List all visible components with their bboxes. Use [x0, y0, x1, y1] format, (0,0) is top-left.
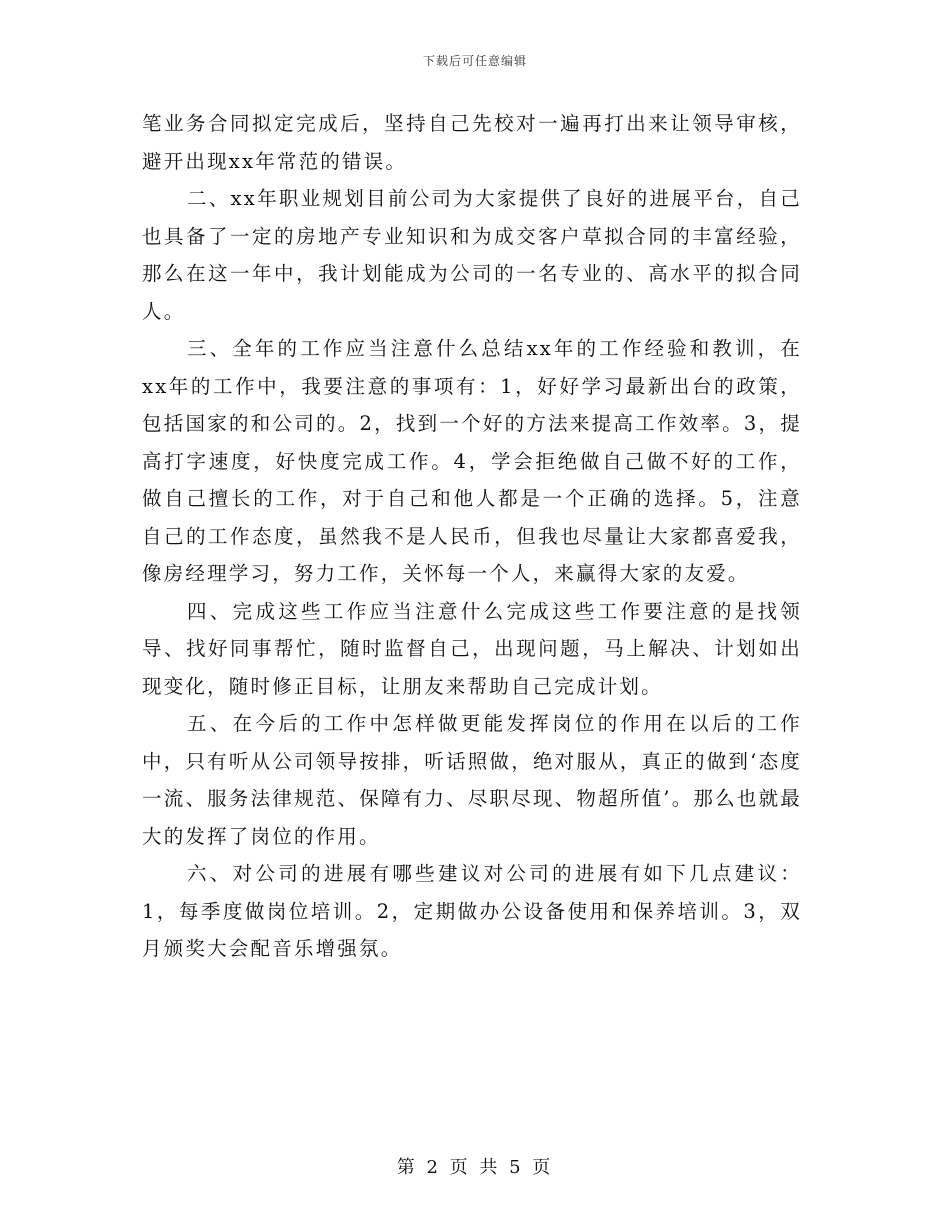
paragraph-completion-notes: 四、完成这些工作应当注意什么完成这些工作要注意的是找领导、找好同事帮忙，随时监督自己，出现问题，马上解决、计划如出现变化，随时修正目标，让朋友来帮助自己完成计划。: [142, 599, 802, 698]
paragraph-role-effect: 五、在今后的工作中怎样做更能发挥岗位的作用在以后的工作中，只有听从公司领导按排，听话照做，绝对服从，真正的做到‘态度一流、服务法律规范、保障有力、尽职尽现、物超所值’。那么也就最大的发挥了岗位的作用。: [142, 712, 802, 848]
page-number: 第 2 页 共 5 页: [396, 1157, 554, 1178]
paragraph-continuation: 笔业务合同拟定完成后，坚持自己先校对一遍再打出来让领导审核，避开出现xx年常范的错误。: [142, 112, 802, 173]
paragraph-suggestions: 六、对公司的进展有哪些建议对公司的进展有如下几点建议：1，每季度做岗位培训。2，定期做办公设备使用和保养培训。3，双月颁奖大会配音乐增强氛。: [142, 862, 802, 960]
paragraph-career-plan: 二、xx年职业规划目前公司为大家提供了良好的进展平台，自己也具备了一定的房地产专业知识和为成交客户草拟合同的丰富经验，那么在这一年中，我计划能成为公司的一名专业的、高水平的拟合同人。: [142, 187, 802, 323]
document-body: [142, 105, 802, 968]
paragraph-yearly-notes: 三、全年的工作应当注意什么总结xx年的工作经验和教训，在xx年的工作中，我要注意的事项有：1，好好学习最新出台的政策，包括国家的和公司的。2，找到一个好的方法来提高工作效率。3，提高打字速度，好快度完成工作。4，学会拒绝做自己做不好的工作，做自己擅长的工作，对于自己和他人都是一个正确的选择。5，注意自己的工作态度，虽然我不是人民币，但我也尽量让大家都喜爱我，像房经理学习，努力工作，关怀每一个人，来赢得大家的友爱。: [142, 337, 802, 585]
page-header: 下载后可任意编辑: [422, 54, 527, 68]
